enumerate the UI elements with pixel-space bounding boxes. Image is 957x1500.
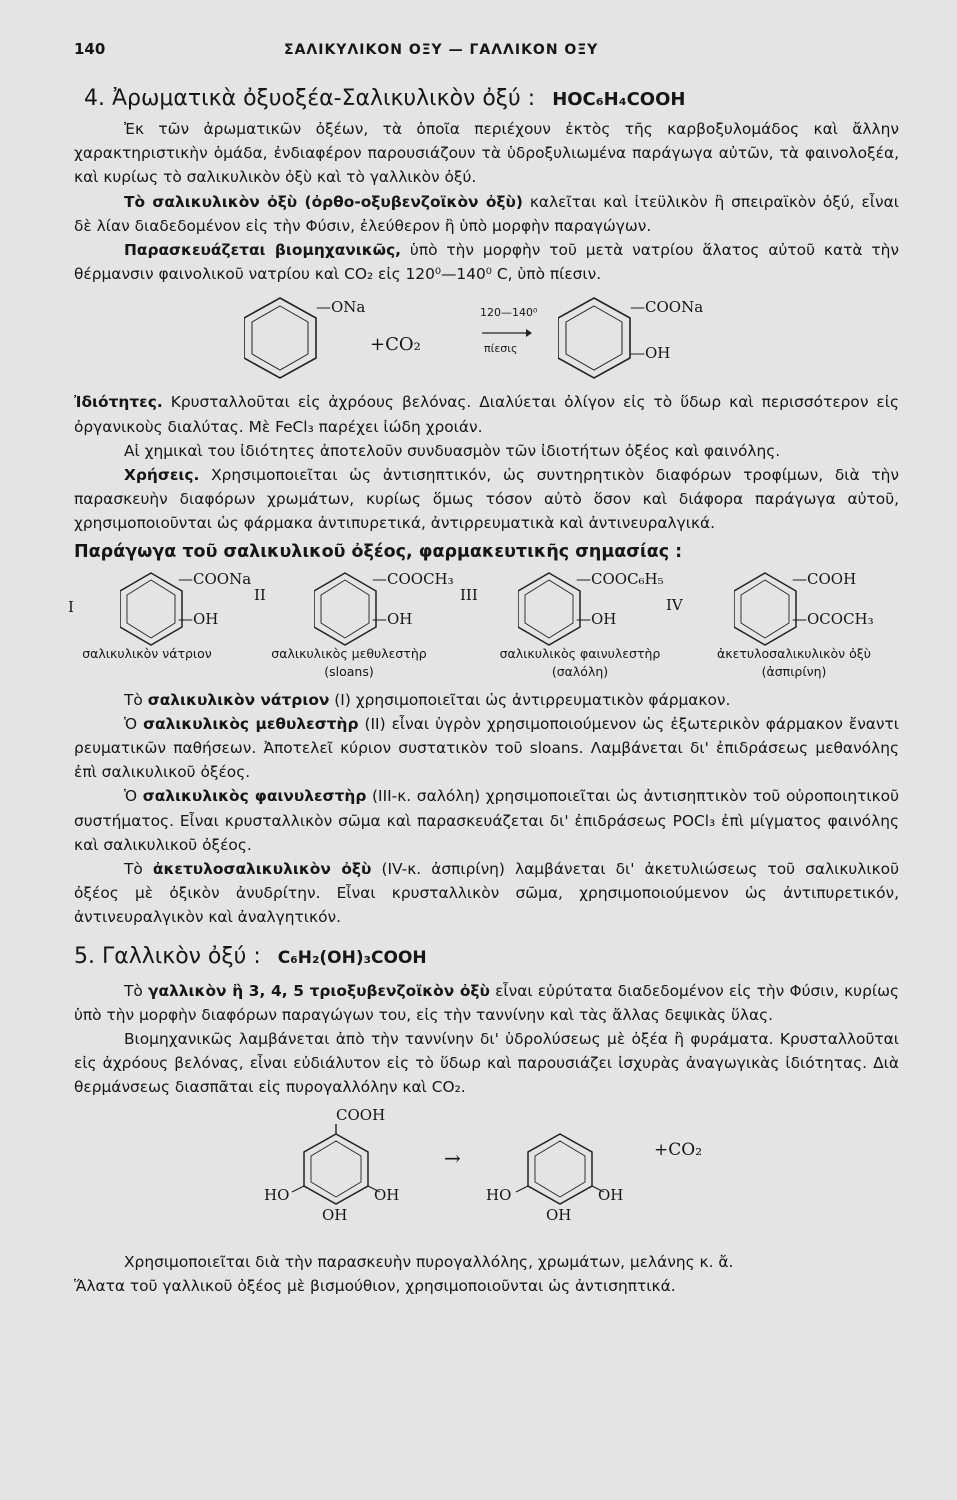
paragraph-chemical-properties: Αἱ χημικαὶ του ἰδιότητες ἀποτελοῦν συνδυασμὸν τῶν ἰδιοτήτων ὀξέος καὶ φαινόλης.	[124, 441, 781, 460]
paragraph-uses	[74, 463, 899, 536]
caption-aspirin: ἀκετυλοσαλικυλικὸν ὀξὺ	[716, 645, 871, 661]
benzene-ring-salicylate	[558, 294, 640, 382]
paragraph-gallic-salts: Ἅλατα τοῦ γαλλικοῦ ὀξέος μὲ βισμούθιον, χρησιμοποιοῦνται ὡς ἀντισηπτικά.	[74, 1276, 676, 1295]
group-cooh: —COOH	[792, 569, 857, 588]
preparation-bold: Παρασκευάζεται βιομηχανικῶς,	[124, 241, 402, 260]
ring-pyrogallol	[510, 1124, 610, 1214]
gallic-oh-bottom: OH	[322, 1205, 348, 1224]
reaction-temperature: 120—140⁰	[480, 306, 538, 320]
group-coona: —COONa	[178, 569, 252, 588]
reactant-ona-group: —ONa	[316, 298, 366, 317]
paragraph-aspirin: Τὸ ἀκετυλοσαλικυλικὸν ὀξὺ (IV-κ. ἀσπιρίνη) λαμβάνεται δι' ἀκετυλιώσεως τοῦ σαλικυλικοῦ ὀξέος μὲ ὀξικὸν ἀνυδρίτην. Εἶναι κρυσταλλικὸν σῶμα, χρησιμοποιούμενον ὡς ἀντιπυρετικόν, ἀντινευραλγικὸν καὶ ἀναλγητικόν.	[74, 860, 899, 927]
caption-methyl-salicylate-sub: (sloans)	[324, 663, 374, 679]
gallic-ho-left: HO	[264, 1185, 290, 1204]
caption-phenyl-salicylate: σαλικυλικὸς φαινυλεστὴρ	[499, 645, 661, 661]
running-head	[74, 40, 899, 74]
caption-methyl-salicylate: σαλικυλικὸς μεθυλεστὴρ	[271, 645, 427, 661]
page-number: 140	[74, 40, 106, 58]
paragraph-intro: Ἐκ τῶν ἀρωματικῶν ὀξέων, τὰ ὁποῖα περιέχουν ἐκτὸς τῆς καρβοξυλομάδος καὶ ἄλλην χαρακτηριστικὴν ὁμάδα, ἐνδιαφέρον παρουσιάζουν τὰ ὑδροξυλιωμένα παράγωγα αὐτῶν, τὰ φαινολοξέα, καὶ κυρίως τὸ σαλικυλικὸν ὀξὺ καὶ τὸ γαλλικὸν ὀξύ.	[74, 120, 899, 187]
pyrogallol-oh-right: OH	[598, 1185, 624, 1204]
salicylic-bold: Τὸ σαλικυλικὸν ὀξὺ (ὀρθο-οξυβενζοϊκὸν ὀξὺ)	[124, 192, 523, 211]
derivatives-title: Παράγωγα τοῦ σαλικυλικοῦ ὀξέος, φαρμακευτικῆς σημασίας :	[74, 541, 683, 562]
paragraph-gallic-intro: Τὸ γαλλικὸν ἢ 3, 4, 5 τριοξυβενζοϊκὸν ὀξὺ εἶναι εὐρύτατα διαδεδομένον εἰς τὴν Φύσιν, κυρίως ὑπὸ τὴν μορφὴν διαφόρων παραγώγων του, εἰς τὴν ταννίνην καὶ τὰς ἄλλας δεψικὰς ὕλας.	[74, 981, 899, 1024]
properties-text: Κρυσταλλοῦται εἰς ἀχρόους βελόνας. Διαλύεται ὀλίγον εἰς τὸ ὕδωρ καὶ περισσότερον εἰς ὀργανικοὺς διαλύτας. Μὲ FeCl₃ παρέχει ἰώδη χροιάν.	[74, 393, 899, 436]
paragraph-methyl-salicylate: Ὁ σαλικυλικὸς μεθυλεστὴρ (II) εἶναι ὑγρὸν χρησιμοποιούμενον ὡς ἐξωτερικὸν φάρμακον ἔναντι ρευματικῶν παθήσεων. Ἀποτελεῖ κύριον συστατικὸν τοῦ sloans. Λαμβάνεται δι' ἐπιδράσεως μεθανόλης ἐπὶ σαλικυλικοῦ ὀξέος.	[74, 714, 900, 782]
paragraph-gallic-prep: Βιομηχανικῶς λαμβάνεται ἀπὸ τὴν ταννίνην δι' ὑδρολύσεως μὲ ὀξέα ἢ φυράματα. Κρυσταλλοῦται εἰς ἀχρόους βελόνας, εἶναι εὐδιάλυτον εἰς τὸ ὕδωρ καὶ παρουσιάζει ἰσχυρὰς ἀναγωγικὰς ἰδιότητας. Διὰ θερμάνσεως διασπᾶται εἰς πυρογαλλόλην καὶ CO₂.	[74, 1030, 899, 1097]
roman-numeral-iv: IV	[666, 595, 683, 614]
section-4-title: 4. Ἀρωματικὰ ὀξυοξέα-Σαλικυλικὸν ὀξύ :	[84, 86, 536, 111]
gallic-formula: C₆H₂(OH)₃COOH	[277, 947, 427, 968]
gallic-oh-right: OH	[374, 1185, 400, 1204]
ring-gallic-acid	[286, 1124, 386, 1214]
pyrogallol-ho-left: HO	[486, 1185, 512, 1204]
phenyl-salicylate-bold: σαλικυλικὸς φαινυλεστὴρ	[142, 787, 367, 806]
preparation-rest: ὑπὸ τὴν μορφὴν τοῦ μετὰ νατρίου ἅλατος αὐτοῦ κατὰ τὴν θέρμανσιν φαινολικοῦ νατρίου καὶ CO₂ εἰς 120⁰—140⁰ C, ὑπὸ πίεσιν.	[74, 241, 899, 284]
uses-label: Χρήσεις.	[124, 466, 200, 485]
gallic-decarboxylation	[74, 1106, 899, 1228]
caption-aspirin-sub: (ἀσπιρίνη)	[761, 663, 827, 679]
group-cooc6h5: —COOC₆H₅	[576, 569, 664, 588]
reaction-pressure: πίεσις	[484, 342, 518, 356]
product-coona-group: —COONa	[630, 298, 704, 317]
paragraph-gallic-uses: Χρησιμοποιεῖται διὰ τὴν παρασκευὴν πυρογαλλόλης, χρωμάτων, μελάνης κ. ἄ.	[124, 1252, 734, 1271]
paragraph-sodium-salicylate: Τὸ σαλικυλικὸν νάτριον (I) χρησιμοποιεῖται ὡς ἀντιρρευματικὸν φάρμακον.	[124, 690, 731, 709]
product-oh-group: —OH	[630, 344, 671, 363]
group-oh-ii: —OH	[372, 609, 413, 628]
paragraph-salicylic	[74, 190, 899, 238]
sodium-salicylate-bold: σαλικυλικὸν νάτριον	[147, 690, 330, 709]
plus-co2-product: +CO₂	[654, 1139, 703, 1160]
gallic-cooh-group: COOH	[336, 1105, 386, 1124]
section-5-title: 5. Γαλλικὸν ὀξύ :	[74, 943, 261, 969]
uses-text: Χρησιμοποιεῖται ὡς ἀντισηπτικόν, ὡς συντηρητικὸν διαφόρων τροφίμων, διὰ τὴν παρασκευὴν διαφόρων χρωμάτων, κυρίως ὅμως τόσον αὐτὸ ὅσον καὶ διάφορα παράγωγα αὐτοῦ, χρησιμοποιοῦνται ὡς φάρμακα ἀντιπυρετικά, ἀντιρρευματικὰ καὶ ἀντινευραλγικά.	[74, 466, 899, 533]
caption-sodium-salicylate: σαλικυλικὸν νάτριον	[82, 645, 212, 661]
benzene-ring-phenoxide	[244, 294, 326, 382]
paragraph-phenyl-salicylate: Ὁ σαλικυλικὸς φαινυλεστὴρ (III-κ. σαλόλη) χρησιμοποιεῖται ὡς ἀντισηπτικὸν τοῦ οὐροποιητικοῦ συστήματος. Εἶναι κρυσταλλικὸν σῶμα καὶ παρασκευάζεται δι' ἐπιδράσεως POCl₃ ἐπὶ μίγματος φαινόλης καὶ σαλικυλικοῦ ὀξέος.	[74, 787, 899, 854]
salicylic-rest: καλεῖται καὶ ἰτεϋλικὸν ἢ σπειραϊκὸν ὀξύ, εἶναι δὲ λίαν διαδεδομένον εἰς τὴν Φύσιν, ἐλεύθερον ἢ ὑπὸ μορφὴν παραγώγων.	[74, 192, 899, 235]
caption-phenyl-salicylate-sub: (σαλόλη)	[551, 663, 609, 679]
roman-numeral-i: I	[68, 597, 74, 616]
salicylic-formula: HOC₆H₄COOH	[552, 89, 686, 110]
kolbe-reaction	[74, 292, 899, 384]
aspirin-bold: ἀκετυλοσαλικυλικὸν ὀξὺ	[152, 860, 372, 879]
group-oh-i: —OH	[178, 609, 219, 628]
paragraph-properties	[74, 390, 899, 438]
properties-label: Ἰδιότητες.	[74, 393, 163, 412]
group-cooch3: —COOCH₃	[372, 569, 454, 588]
group-ococh3: —OCOCH₃	[792, 609, 874, 628]
roman-numeral-iii: III	[460, 585, 478, 604]
plus-co2: +CO₂	[370, 334, 421, 356]
group-oh-iii: —OH	[576, 609, 617, 628]
running-title: ΣΑΛΙΚΥΛΙΚΟΝ ΟΞΥ — ΓΑΛΛΙΚΟΝ ΟΞΥ	[284, 42, 599, 58]
gallic-bold: γαλλικὸν ἢ 3, 4, 5 τριοξυβενζοϊκὸν ὀξὺ	[148, 981, 490, 1000]
roman-numeral-ii: II	[254, 585, 266, 604]
reaction-arrow	[482, 328, 532, 338]
section-4-heading	[84, 86, 899, 111]
pyrogallol-oh-bottom: OH	[546, 1205, 572, 1224]
derivatives-structures	[68, 566, 899, 679]
decarboxylation-arrow: →	[444, 1145, 461, 1170]
section-5-heading	[74, 944, 899, 969]
methyl-salicylate-bold: σαλικυλικὸς μεθυλεστὴρ	[143, 714, 359, 733]
paragraph-preparation	[74, 238, 899, 286]
